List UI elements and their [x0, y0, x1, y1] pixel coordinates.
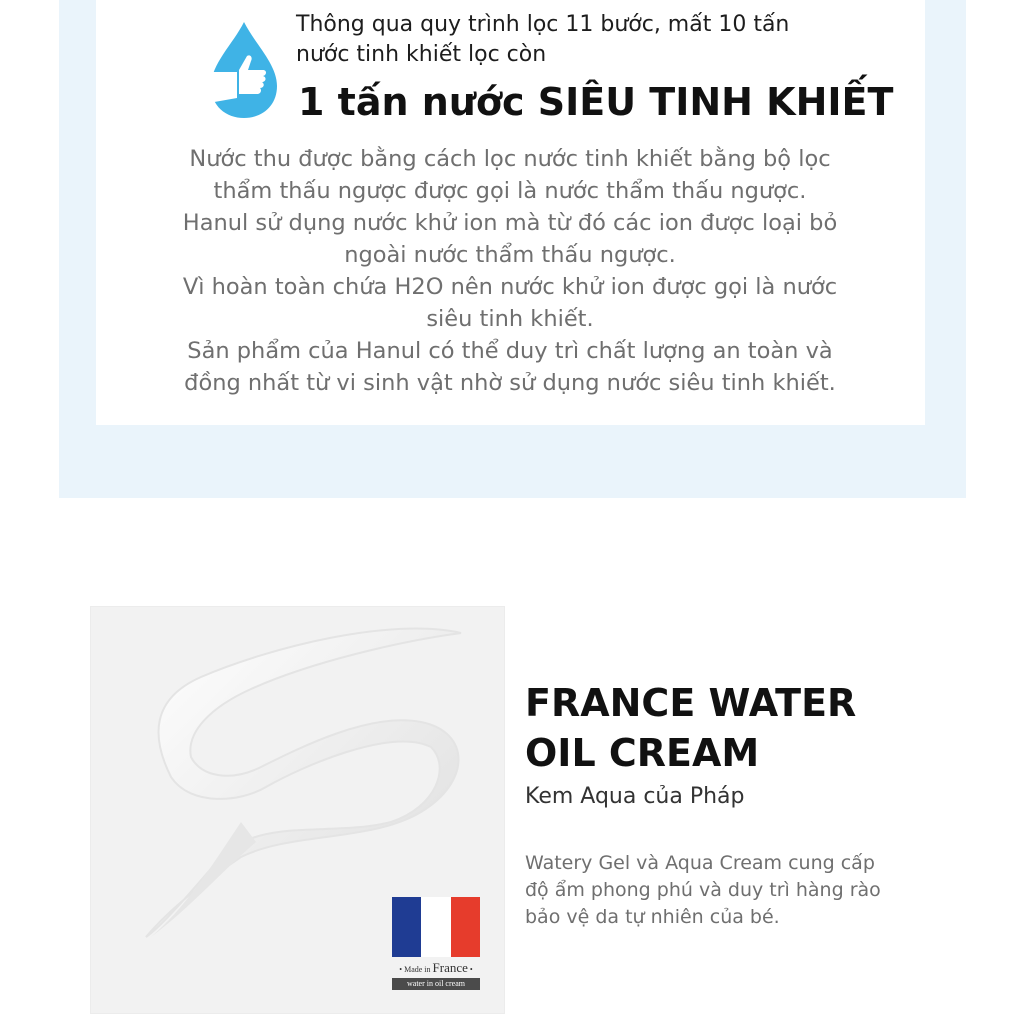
made-in-text: Made in: [404, 965, 431, 974]
body-line: đồng nhất từ vi sinh vật nhờ sử dụng nước siêu tinh khiết.: [184, 370, 836, 396]
made-in-country: France: [432, 960, 468, 975]
product-title-line: FRANCE WATER: [525, 681, 857, 725]
france-flag: [392, 897, 480, 957]
desc-line: bảo vệ da tự nhiên của bé.: [525, 906, 780, 928]
made-in-label: • Made in France •: [399, 960, 473, 975]
desc-line: Watery Gel và Aqua Cream cung cấp: [525, 852, 875, 874]
filtration-lead-text: [296, 10, 896, 70]
flag-blue-stripe: [392, 897, 421, 957]
filtration-body-copy: [110, 143, 910, 399]
body-line: ngoài nước thẩm thấu ngược.: [344, 242, 676, 268]
desc-line: độ ẩm phong phú và duy trì hàng rào: [525, 879, 881, 901]
product-title: [525, 678, 1005, 778]
body-line: Hanul sử dụng nước khử ion mà từ đó các ion được loại bỏ: [182, 210, 838, 236]
lead-line: Thông qua quy trình lọc 11 bước, mất 10 tấn: [296, 12, 790, 37]
product-subtitle: Kem Aqua của Pháp: [525, 784, 745, 809]
body-line: thẩm thấu ngược được gọi là nước thẩm thấu ngược.: [213, 178, 807, 204]
body-line: Sản phẩm của Hanul có thể duy trì chất lượng an toàn và: [187, 338, 833, 364]
product-description: [525, 850, 925, 931]
flag-red-stripe: [451, 897, 480, 957]
filtration-headline: 1 tấn nước SIÊU TINH KHIẾT: [298, 80, 894, 124]
made-in-tagline: water in oil cream: [392, 978, 480, 990]
flag-white-stripe: [421, 897, 450, 957]
product-title-line: OIL CREAM: [525, 731, 760, 775]
water-drop-thumbs-up-icon: [203, 20, 285, 120]
body-line: siêu tinh khiết.: [426, 306, 594, 332]
lead-line: nước tinh khiết lọc còn: [296, 42, 547, 67]
body-line: Nước thu được bằng cách lọc nước tinh khiết bằng bộ lọc: [189, 146, 831, 172]
body-line: Vì hoàn toàn chứa H2O nên nước khử ion được gọi là nước: [182, 274, 838, 300]
